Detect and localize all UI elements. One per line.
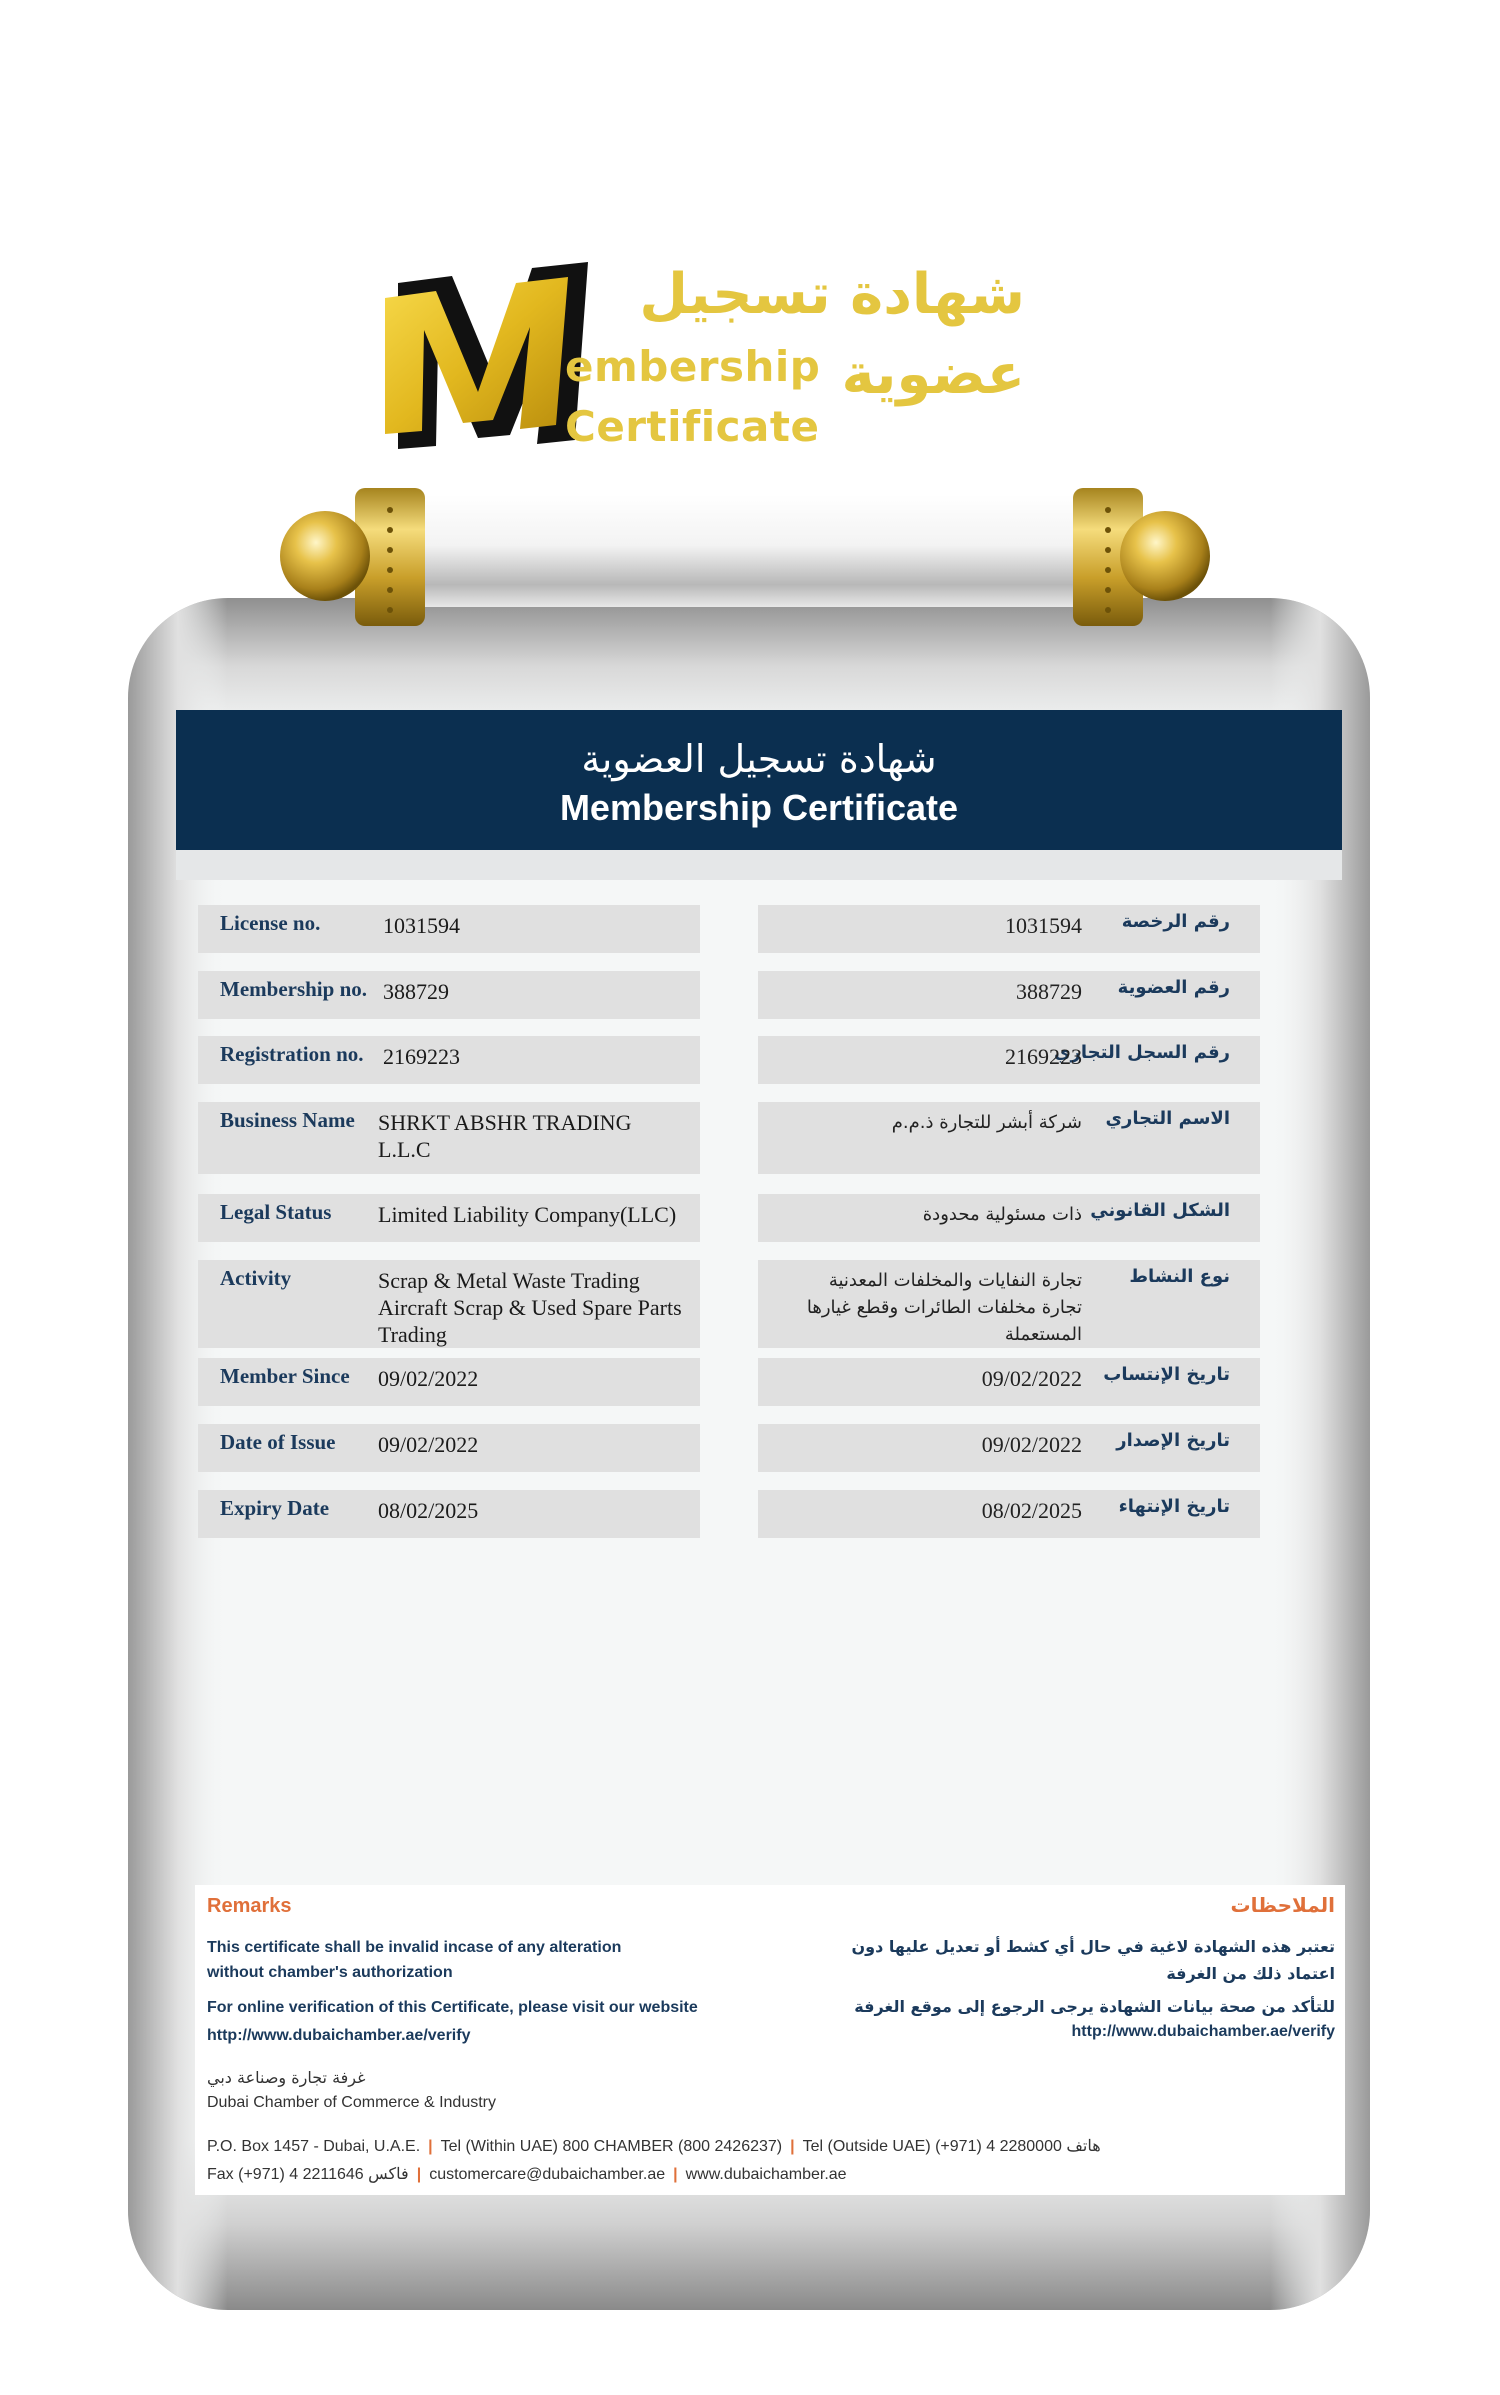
- remarks-invalid-line1-en: This certificate shall be invalid incase of any alteration: [207, 1939, 622, 1956]
- remarks-verify-en: For online verification of this Certificate, please visit our website: [207, 1999, 698, 2016]
- contact-tel-outside: Tel (Outside UAE) (+971) 4 2280000 هاتف: [802, 2138, 1101, 2155]
- field-label-ar: تاريخ الإنتساب: [1103, 1364, 1230, 1385]
- remarks-invalid-line1-ar: تعتبر هذه الشهادة لاغية في حال أي كشط أو تعديل عليها دون: [851, 1937, 1335, 1956]
- field-label-ar: رقم الرخصة: [1121, 911, 1230, 932]
- field-label-ar: الشكل القانوني: [1090, 1200, 1230, 1221]
- field-value-ar: [782, 1365, 1082, 1392]
- field-value-en: [383, 978, 693, 1005]
- field-value-en: [378, 1365, 688, 1392]
- logo-arabic-title: شهادة تسجيل عضوية: [639, 262, 1025, 407]
- field-label-en: Membership no.: [220, 977, 367, 1001]
- remarks-section: [195, 1885, 1345, 2195]
- field-value-en: [378, 1109, 688, 1163]
- field-value-en-line: Scrap & Metal Waste Trading: [378, 1268, 640, 1293]
- field-value-en-line: 1031594: [383, 913, 460, 938]
- field-label-ar: نوع النشاط: [1129, 1266, 1230, 1287]
- field-value-ar: [782, 1109, 1082, 1136]
- field-value-ar: [782, 978, 1082, 1005]
- field-value-en-line: 08/02/2025: [378, 1498, 479, 1523]
- field-value-ar: [782, 1431, 1082, 1458]
- field-value-en-line: SHRKT ABSHR TRADING: [378, 1110, 632, 1135]
- field-value-ar-line: شركة أبشر للتجارة ذ.م.م: [891, 1112, 1082, 1133]
- remarks-verify-url-ar[interactable]: http://www.dubaichamber.ae/verify: [1071, 2023, 1335, 2040]
- field-value-en-line: Trading: [378, 1322, 447, 1347]
- field-label-en: Member Since: [220, 1364, 350, 1388]
- logo-english-title: embership Certificate: [565, 342, 821, 451]
- remarks-verify-url-en[interactable]: http://www.dubaichamber.ae/verify: [207, 2027, 471, 2044]
- field-label-en: Date of Issue: [220, 1430, 336, 1454]
- field-value-en-line: Limited Liability Company(LLC): [378, 1202, 677, 1227]
- field-value-ar-line: 388729: [1016, 979, 1082, 1004]
- contact-line-2: Fax (+971) 4 2211646 فاكس | customercare@dubaichamber.ae | www.dubaichamber.ae: [207, 2166, 847, 2183]
- field-value-ar-line: ذات مسئولية محدودة: [922, 1204, 1082, 1225]
- field-value-en: [383, 912, 693, 939]
- field-value-ar-line: تجارة النفايات والمخلفات المعدنية: [828, 1270, 1082, 1291]
- remarks-verify-ar: للتأكد من صحة بيانات الشهادة يرجى الرجوع إلى موقع الغرفة: [854, 1997, 1335, 2016]
- field-value-en-line: 09/02/2022: [378, 1366, 479, 1391]
- field-value-en: [383, 1043, 693, 1070]
- contact-fax: Fax (+971) 4 2211646 فاكس: [207, 2166, 409, 2183]
- field-value-ar-line: 09/02/2022: [981, 1432, 1082, 1457]
- field-value-en-line: Aircraft Scrap & Used Spare Parts: [378, 1295, 682, 1320]
- field-value-ar-line: 2169223: [1005, 1044, 1082, 1069]
- chamber-name-ar: غرفة تجارة وصناعة دبي: [207, 2068, 366, 2087]
- field-value-ar: [782, 1043, 1082, 1070]
- field-label-en: Business Name: [220, 1108, 355, 1132]
- field-value-en: [378, 1497, 688, 1524]
- field-value-en-line: L.L.C: [378, 1137, 431, 1162]
- remarks-invalid-line2-en: without chamber's authorization: [207, 1964, 453, 1981]
- remarks-title-ar: الملاحظات: [1230, 1893, 1335, 1917]
- header-arabic-title: شهادة تسجيل العضوية: [581, 737, 937, 781]
- remarks-title-en: Remarks: [207, 1895, 292, 1917]
- field-value-ar: [782, 912, 1082, 939]
- field-label-ar: تاريخ الإنتهاء: [1118, 1496, 1230, 1517]
- field-label-ar: رقم السجل التجاري: [1054, 1042, 1230, 1063]
- field-value-en-line: 388729: [383, 979, 449, 1004]
- field-value-ar: [782, 1497, 1082, 1524]
- field-value-ar-line: 09/02/2022: [981, 1366, 1082, 1391]
- field-value-en: [378, 1201, 688, 1228]
- field-value-ar-line: تجارة مخلفات الطائرات وقطع غيارها: [806, 1297, 1082, 1318]
- field-value-ar-line: 08/02/2025: [981, 1498, 1082, 1523]
- field-value-en: [378, 1431, 688, 1458]
- remarks-invalid-line2-ar: اعتماد ذلك من الغرفة: [1166, 1964, 1335, 1983]
- certificate-header: [176, 710, 1342, 850]
- field-label-ar: رقم العضوية: [1117, 977, 1230, 998]
- field-label-en: Legal Status: [220, 1200, 332, 1224]
- field-label-en: License no.: [220, 911, 321, 935]
- field-label-en: Activity: [220, 1266, 292, 1290]
- chamber-name-en: Dubai Chamber of Commerce & Industry: [207, 2094, 496, 2111]
- contact-pobox: P.O. Box 1457 - Dubai, U.A.E.: [207, 2138, 421, 2155]
- field-label-en: Registration no.: [220, 1042, 364, 1066]
- field-value-ar: [782, 1201, 1082, 1228]
- field-label-ar: الاسم التجاري: [1105, 1108, 1230, 1129]
- field-label-ar: تاريخ الإصدار: [1116, 1430, 1230, 1451]
- field-value-en-line: 2169223: [383, 1044, 460, 1069]
- field-value-en: [378, 1267, 688, 1348]
- contact-website[interactable]: www.dubaichamber.ae: [685, 2166, 847, 2183]
- header-english-title: Membership Certificate: [559, 787, 959, 828]
- certificate-logo: [375, 255, 1055, 455]
- contact-email[interactable]: customercare@dubaichamber.ae: [429, 2166, 666, 2183]
- field-value-ar: [782, 1267, 1082, 1348]
- field-value-ar-line: 1031594: [1005, 913, 1082, 938]
- contact-line-1: P.O. Box 1457 - Dubai, U.A.E. | Tel (Within UAE) 800 CHAMBER (800 2426237) | Tel (Outside UAE) (+971) 4 2280000 هاتف: [207, 2138, 1101, 2155]
- field-label-en: Expiry Date: [220, 1496, 330, 1520]
- field-value-ar-line: المستعملة: [1004, 1324, 1082, 1345]
- field-value-en-line: 09/02/2022: [378, 1432, 479, 1457]
- contact-tel-within: Tel (Within UAE) 800 CHAMBER (800 2426237): [440, 2138, 783, 2155]
